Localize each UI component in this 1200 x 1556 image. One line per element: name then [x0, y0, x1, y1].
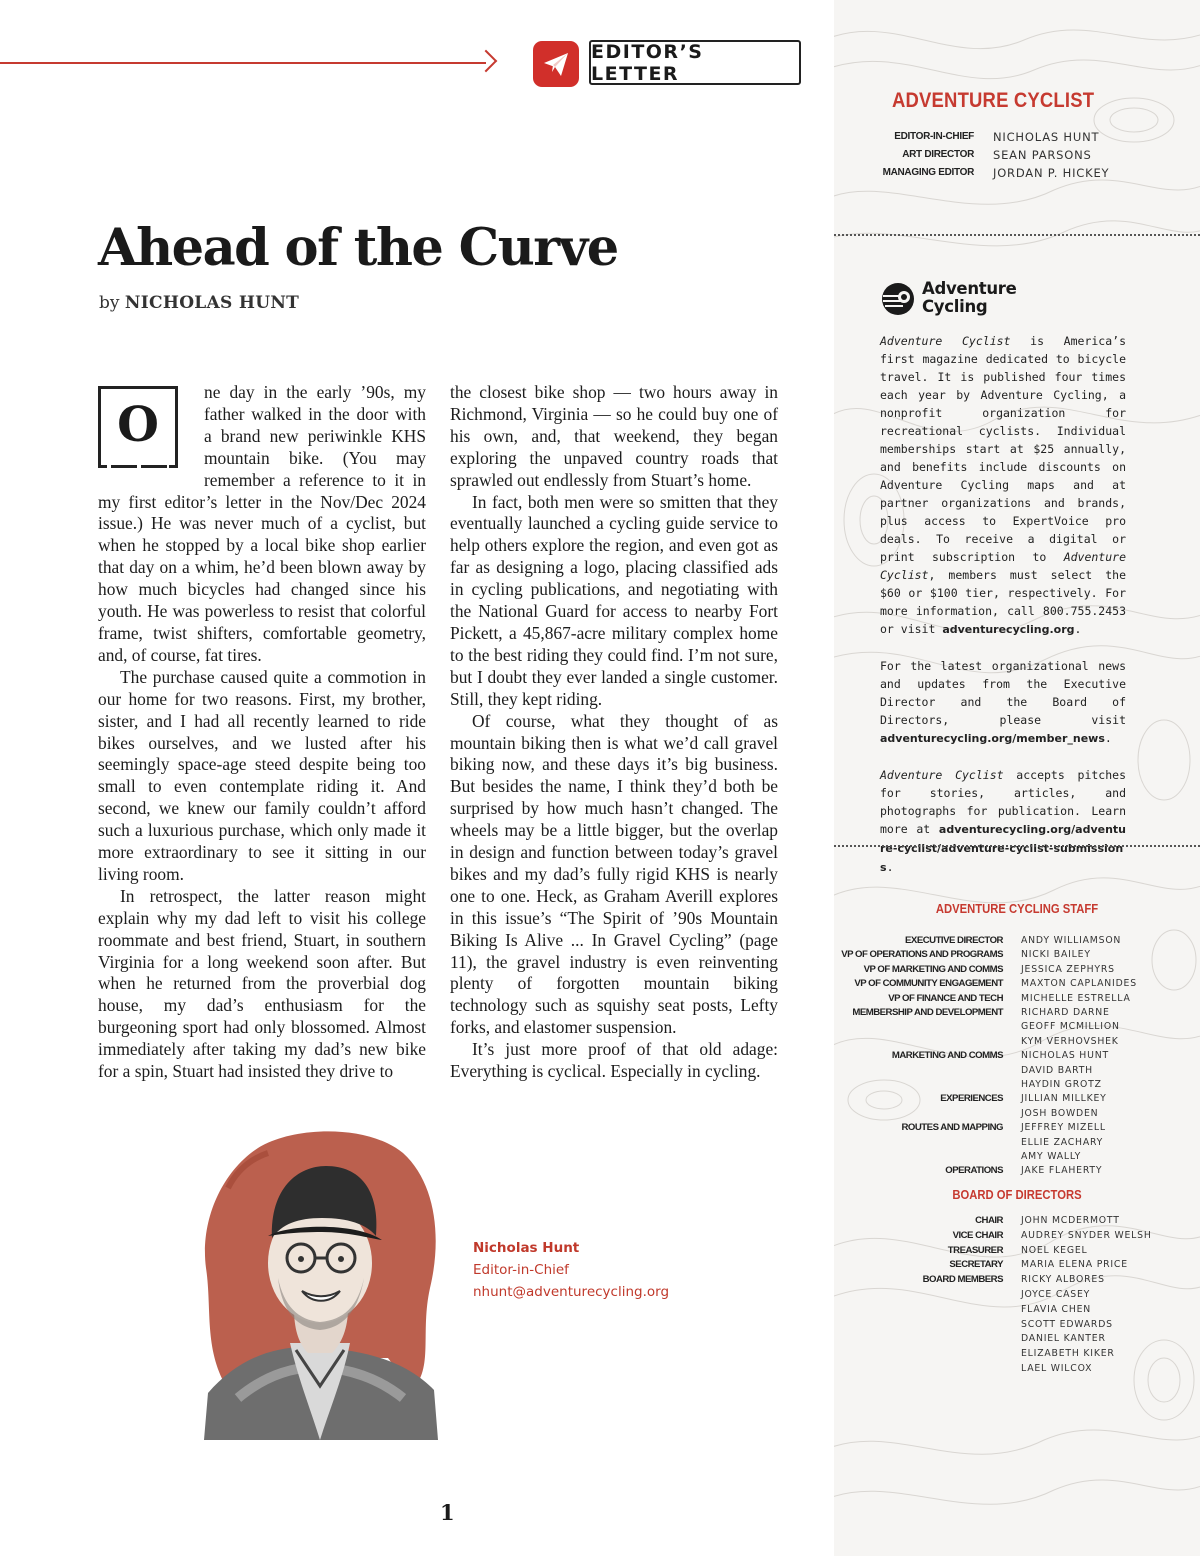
staff-row — [834, 1078, 1200, 1092]
staff-name: NOEL KEGEL — [1021, 1244, 1088, 1256]
article-title: Ahead of the Curve — [98, 218, 618, 278]
website-link[interactable]: adventurecycling.org — [942, 623, 1075, 636]
staff-role: VP OF COMMUNITY ENGAGEMENT — [854, 978, 1003, 990]
staff-role: TREASURER — [947, 1244, 1003, 1256]
staff-heading: ADVENTURE CYCLING STAFF — [935, 902, 1099, 916]
staff-role: BOARD MEMBERS — [922, 1274, 1003, 1286]
logo-line-1: Adventure — [922, 279, 1017, 298]
paragraph-text: ne day in the early ’90s, my father walked in the door with a brand new periwinkle KHS mountain bike. (You may remember a reference to it in my first editor’s letter in the Nov/Dec 2024 issue.) He was never much of a cyclist, but when he stopped by a local bike shop earlier that day on a whim, he’d been blown away by how much bicycles had changed since his youth. He was powerless to resist that colorful frame, twist shifters, comfortable geometry, and, of course, fat tires. — [98, 382, 426, 665]
staff-row — [834, 1332, 1200, 1346]
staff-role: SECRETARY — [949, 1259, 1003, 1271]
staff-row — [834, 1273, 1200, 1287]
author-signature — [473, 1237, 669, 1303]
masthead-name: NICHOLAS HUNT — [993, 130, 1100, 144]
staff-row — [834, 1136, 1200, 1150]
staff-row — [834, 1347, 1200, 1361]
author-email[interactable]: nhunt@adventurecycling.org — [473, 1284, 670, 1300]
staff-row — [834, 1092, 1200, 1106]
staff-name: AMY WALLY — [1021, 1151, 1082, 1162]
article-column-2 — [450, 382, 778, 1083]
staff-name: ELIZABETH KIKER — [1021, 1348, 1115, 1360]
about-text-run: accepts pitches for stories, articles, and photographs for publication. Learn more at — [880, 768, 1127, 836]
masthead-row — [834, 164, 1200, 182]
staff-name: JAKE FLAHERTY — [1021, 1165, 1103, 1177]
staff-row — [834, 992, 1200, 1006]
about-paragraph — [880, 657, 1126, 748]
staff-row — [834, 1121, 1200, 1135]
masthead-role: MANAGING EDITOR — [882, 167, 974, 178]
staff-row — [834, 948, 1200, 962]
paper-plane-icon — [533, 41, 579, 87]
masthead-row — [834, 128, 1200, 146]
staff-name: HAYDIN GROTZ — [1021, 1079, 1102, 1090]
masthead-sidebar — [834, 0, 1200, 1556]
masthead-name: JORDAN P. HICKEY — [993, 166, 1110, 180]
staff-role: MEMBERSHIP AND DEVELOPMENT — [852, 1007, 1003, 1018]
staff-role: VP OF OPERATIONS AND PROGRAMS — [841, 949, 1003, 961]
adventure-cycling-logo — [881, 280, 1021, 320]
staff-row — [834, 1303, 1200, 1317]
about-text-run: . — [1074, 622, 1082, 636]
staff-row — [834, 1244, 1200, 1258]
staff-row — [834, 1229, 1200, 1243]
staff-row — [834, 1006, 1200, 1020]
staff-row — [834, 1362, 1200, 1376]
staff-row — [834, 1164, 1200, 1178]
staff-row — [834, 977, 1200, 991]
staff-name: ELLIE ZACHARY — [1021, 1136, 1104, 1148]
staff-name: RICKY ALBORES — [1021, 1274, 1105, 1286]
author-portrait-illustration — [198, 1128, 442, 1440]
staff-role: MARKETING AND COMMS — [891, 1050, 1003, 1062]
staff-name: JEFFREY MIZELL — [1021, 1122, 1106, 1134]
staff-row — [834, 934, 1200, 948]
staff-row — [834, 1049, 1200, 1063]
staff-row — [834, 1214, 1200, 1228]
magazine-title: ADVENTURE CYCLIST — [892, 89, 1095, 112]
staff-name: DANIEL KANTER — [1021, 1333, 1106, 1345]
staff-row — [834, 963, 1200, 977]
staff-name: JILLIAN MILLKEY — [1021, 1093, 1107, 1105]
staff-name: MICHELLE ESTRELLA — [1021, 992, 1131, 1004]
divider — [834, 845, 1200, 847]
member-news-link[interactable]: adventurecycling.org/member_news — [880, 732, 1105, 745]
staff-name: FLAVIA CHEN — [1021, 1303, 1092, 1315]
staff-role: CHAIR — [975, 1215, 1003, 1226]
paragraph: It’s just more proof of that old adage: Everything is cyclical. Especially in cycling. — [450, 1039, 778, 1082]
staff-name: KYM VERHOVSHEK — [1021, 1035, 1119, 1047]
staff-name: RICHARD DARNE — [1021, 1007, 1110, 1018]
staff-role: EXPERIENCES — [940, 1093, 1003, 1105]
section-label: EDITOR’S LETTER — [589, 40, 801, 85]
magazine-name: Adventure Cyclist — [880, 334, 1011, 348]
masthead-role: ART DIRECTOR — [902, 149, 974, 160]
paragraph: In fact, both men were so smitten that they eventually launched a cycling guide service to help others explore the region, and even got as far as designing a logo, placing classified ads in cycling publications, and negotiating with the National Guard for access to nearby Fort Pickett, a 45,867-acre military complex home to the best riding they could find. I’m not sure, but I doubt they ever landed a single customer. Still, they kept riding. — [450, 491, 778, 709]
page-number: 1 — [440, 1500, 455, 1525]
staff-name: GEOFF MCMILLION — [1021, 1021, 1120, 1033]
staff-name: MAXTON CAPLANIDES — [1021, 978, 1137, 990]
byline-prefix: by — [99, 293, 120, 313]
about-paragraph — [880, 332, 1126, 639]
staff-role: EXECUTIVE DIRECTOR — [905, 935, 1003, 946]
staff-name: JOYCE CASEY — [1021, 1289, 1091, 1300]
staff-name: JOSH BOWDEN — [1021, 1107, 1099, 1119]
about-text-run: . — [886, 860, 894, 874]
masthead-name: SEAN PARSONS — [993, 148, 1092, 162]
about-text-run: is America’s first magazine dedicated to bicycle travel. It is published four times each year by Adventure Cycling, a nonprofit organization for recreational cyclists. Individual memberships start at $25 annually, and benefits include discounts on Adventure Cycling maps and at partner organizations and brands, plus access to ExpertVoice pro deals. To receive a digital or print subscription to — [880, 334, 1126, 564]
logo-line-2: Cycling — [922, 297, 988, 316]
staff-role: VICE CHAIR — [952, 1229, 1003, 1241]
staff-row — [834, 1035, 1200, 1049]
paragraph: The purchase caused quite a commotion in our home for two reasons. First, my brother, sister, and I had all recently learned to ride bikes ourselves, and we lusted after his seemingly space-age steed despite being too small to even contemplate riding it. And second, we knew our family couldn’t afford such a luxurious purchase, which only made it more extraordinary to see it sitting in our living room. — [98, 666, 426, 884]
staff-name: DAVID BARTH — [1021, 1064, 1093, 1076]
about-text — [880, 332, 1126, 895]
staff-name: MARIA ELENA PRICE — [1021, 1259, 1128, 1271]
staff-role: VP OF FINANCE AND TECH — [888, 992, 1003, 1004]
staff-role: OPERATIONS — [945, 1165, 1003, 1177]
author-name: Nicholas Hunt — [473, 1240, 580, 1256]
header-rule — [0, 62, 486, 64]
article-column-1 — [98, 382, 426, 1083]
paragraph: the closest bike shop — two hours away in Richmond, Virginia — so he could buy one of his own, and, that weekend, they began exploring the unpaved country roads that sprawled out endlessly from Stuart’s home. — [450, 382, 778, 490]
staff-name: NICHOLAS HUNT — [1021, 1050, 1109, 1062]
staff-row — [834, 1150, 1200, 1164]
staff-row — [834, 1258, 1200, 1272]
arrow-head-icon — [475, 50, 498, 73]
author-role: Editor-in-Chief — [473, 1262, 569, 1278]
drop-cap: O — [98, 386, 178, 468]
about-text-run: . — [1104, 731, 1112, 745]
magazine-name: Adventure Cyclist — [880, 768, 1004, 782]
about-text-run: For the latest organizational news and updates from the Executive Director and the Board of Directors, please visit — [880, 659, 1126, 727]
divider — [834, 234, 1200, 236]
staff-row — [834, 1020, 1200, 1034]
staff-name: ANDY WILLIAMSON — [1021, 935, 1122, 946]
about-paragraph — [880, 766, 1126, 877]
paragraph: In retrospect, the latter reason might explain why my dad left to visit his college roommate and best friend, Stuart, in southern Virginia for a long weekend soon after. But when he returned from the proverbial dog house, my dad’s enthusiasm for the burgeoning sport had only blossomed. Almost immediately after taking my dad’s new bike for a spin, Stuart had insisted they drive to — [98, 885, 426, 1082]
magazine-name: Adventure Cyclist — [880, 550, 1126, 582]
staff-row — [834, 1107, 1200, 1121]
staff-row — [834, 1064, 1200, 1078]
staff-name: JOHN MCDERMOTT — [1021, 1215, 1120, 1226]
about-text-run: , members must select the $60 or $100 tier, respectively. For more information, call 800.755.2453 or visit — [880, 568, 1126, 636]
staff-role: ROUTES AND MAPPING — [901, 1122, 1003, 1134]
paragraph — [98, 382, 426, 667]
staff-role: VP OF MARKETING AND COMMS — [863, 963, 1003, 975]
staff-name: LAEL WILCOX — [1021, 1363, 1093, 1374]
staff-name: NICKI BAILEY — [1021, 949, 1091, 961]
byline-author: NICHOLAS HUNT — [124, 293, 300, 313]
board-heading: BOARD OF DIRECTORS — [952, 1188, 1082, 1202]
staff-name: AUDREY SNYDER WELSH — [1021, 1229, 1152, 1241]
paragraph: Of course, what they thought of as mountain biking then is what we’d call gravel biking now, and these days it’s big business. But besides the name, I think they’d both be surprised by how much hasn’t changed. The wheels may be a little bigger, but the overlap in design and function between today’s gravel bikes and my dad’s fully rigid KHS is nearly one to one. Heck, as Graham Averill explores in this issue’s “The Spirit of ’90s Mountain Biking Is Alive ... In Gravel Cycling” (page 11), the gravel industry is even reinventing plenty of forgotten mountain biking technology such as squishy seat posts, Lefty forks, and elastomer suspension. — [450, 710, 778, 1038]
submissions-link[interactable]: adventurecycling.org/adventure-cyclist/adventure-cyclist-submissions — [880, 823, 1126, 874]
masthead-role: EDITOR-IN-CHIEF — [894, 131, 974, 142]
logo-wordmark — [922, 280, 1017, 316]
staff-row — [834, 1288, 1200, 1302]
staff-row — [834, 1318, 1200, 1332]
staff-name: SCOTT EDWARDS — [1021, 1318, 1113, 1330]
adventure-cycling-logo-icon — [881, 282, 915, 316]
masthead-row — [834, 146, 1200, 164]
byline — [99, 293, 299, 313]
staff-name: JESSICA ZEPHYRS — [1021, 963, 1115, 975]
